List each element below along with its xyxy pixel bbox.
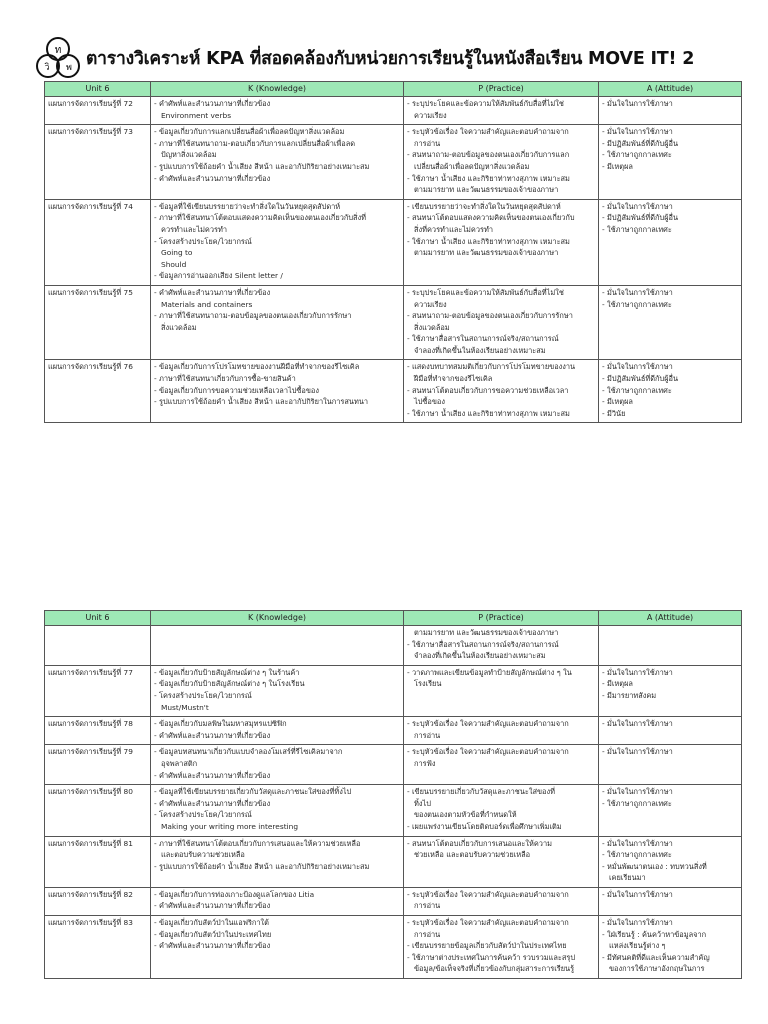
kpa-table-2 (44, 610, 742, 979)
attitude-cell (599, 125, 742, 200)
knowledge-cell (151, 125, 404, 200)
cell-line: - ใช้ภาษา น้ำเสียง และกิริยาท่าทางสุภาพ เหมาะสม (407, 408, 570, 418)
knowledge-cell (151, 626, 404, 666)
cell-line: - ภาษาที่ใช้สนทนาโต้ตอบแสดงความคิดเห็นของตนเองเกี่ยวกับสิ่งที่ (154, 213, 367, 223)
practice-cell (404, 836, 599, 887)
cell-line: การอ่าน (414, 138, 441, 148)
cell-line: Materials and containers (161, 299, 253, 309)
cell-line: - ใช้ภาษา น้ำเสียง และกิริยาท่าทางสุภาพ เหมาะสม (407, 236, 570, 246)
cell-line: - สนทนาโต้ตอบแสดงความคิดเห็นของตนเองเกี่ยวกับ (407, 213, 575, 223)
cell-line: - ข้อมูลเกี่ยวกับสัตว์ป่าในประเทศไทย (154, 929, 272, 939)
cell-line: - รูปแบบการใช้ถ้อยคำ น้ำเสียง สีหน้า และอากัปกิริยาในการสนทนา (154, 397, 369, 407)
cell-line: - ใฝ่เรียนรู้ : ค้นคว้าหาข้อมูลจาก (602, 929, 707, 939)
cell-line: - ใช้ภาษาถูกกาลเทศะ (602, 798, 672, 808)
practice-cell (404, 665, 599, 716)
cell-line: ปัญหาสิ่งแวดล้อม (161, 150, 217, 160)
cell-line: - แสดงบทบาทสมมติเกี่ยวกับการโปรโมทขายของงาน (407, 362, 576, 372)
cell-line: - ระบุหัวข้อเรื่อง ใจความสำคัญและตอบคำถามจาก (407, 918, 569, 928)
cell-line: - ระบุหัวข้อเรื่อง ใจความสำคัญและตอบคำถามจาก (407, 127, 569, 137)
cell-line: - ภาษาที่ใช้สนทนาถาม-ตอบเกี่ยวกับการแลกเปลี่ยนสื่อผ้าเพื่อลด (154, 138, 356, 148)
cell-line: โรงเรียน (414, 679, 442, 689)
cell-line: - มั่นใจในการใช้ภาษา (602, 719, 673, 729)
cell-line: - มีปฏิสัมพันธ์ที่ดีกับผู้อื่น (602, 138, 679, 148)
cell-line: - วาดภาพและเขียนข้อมูลทำป้ายสัญลักษณ์ต่าง ๆ ใน (407, 667, 572, 677)
table-row (45, 285, 742, 360)
cell-line: - มีเหตุผล (602, 679, 633, 689)
cell-line: - ข้อมูลบทสนทนาเกี่ยวกับแบบจำลองโมเสร์ที่รีไซเคิลมาจาก (154, 747, 343, 757)
attitude-cell (599, 199, 742, 285)
cell-line: - ข้อมูลที่ใช้เขียนบรรยายเกี่ยวกับวัสดุและภาชนะใส่ของที่ทิ้งไป (154, 787, 352, 797)
cell-line: - มั่นใจในการใช้ภาษา (602, 747, 673, 757)
cell-line: - คำศัพท์และสำนวนภาษาที่เกี่ยวข้อง (154, 770, 271, 780)
cell-line: และตอบรับความช่วยเหลือ (161, 850, 245, 860)
cell-line: การฟัง (414, 758, 436, 768)
cell-line: - มั่นใจในการใช้ภาษา (602, 889, 673, 899)
cell-line: - ระบุหัวข้อเรื่อง ใจความสำคัญและตอบคำถามจาก (407, 747, 569, 757)
cell-line: สิ่งแวดล้อม (161, 322, 197, 332)
cell-line: Should (161, 259, 187, 269)
table-row (45, 836, 742, 887)
table-row (45, 887, 742, 915)
attitude-cell (599, 97, 742, 125)
cell-line: - ใช้ภาษาต่างประเทศในการค้นคว้า รวบรวมและสรุป (407, 952, 576, 962)
cell-line: - ระบุประโยคและข้อความให้สัมพันธ์กับสื่อที่ไม่ใช่ (407, 287, 564, 297)
cell-line: - สนทนาถาม-ตอบข้อมูลของตนเองเกี่ยวกับการแลก (407, 150, 570, 160)
cell-line: - มั่นใจในการใช้ภาษา (602, 99, 673, 108)
cell-line: สิ่งแวดล้อม (414, 322, 450, 332)
practice-cell (404, 97, 599, 125)
cell-line: - มีปฏิสัมพันธ์ที่ดีกับผู้อื่น (602, 374, 679, 384)
lesson-plan-cell: แผนการจัดการเรียนรู้ที่ 79 (45, 745, 151, 785)
cell-line: - โครงสร้างประโยค/ไวยากรณ์ (154, 810, 252, 820)
lesson-plan-cell: แผนการจัดการเรียนรู้ที่ 83 (45, 916, 151, 979)
cell-line: - ระบุหัวข้อเรื่อง ใจความสำคัญและตอบคำถามจาก (407, 719, 569, 729)
header-knowledge: K (Knowledge) (151, 82, 404, 97)
attitude-cell (599, 717, 742, 745)
header-attitude: A (Attitude) (599, 82, 742, 97)
header-practice: P (Practice) (404, 611, 599, 626)
cell-line: แหล่งเรียนรู้ต่าง ๆ (609, 941, 666, 951)
cell-line: - โครงสร้างประโยค/ไวยากรณ์ (154, 236, 252, 246)
header-practice: P (Practice) (404, 82, 599, 97)
attitude-cell (599, 836, 742, 887)
cell-line: ข้อมูล/ข้อเท็จจริงที่เกี่ยวข้องกับกลุ่มสาระการเรียนรู้ (414, 964, 575, 974)
cell-line: - คำศัพท์และสำนวนภาษาที่เกี่ยวข้อง (154, 798, 271, 808)
cell-line: - ใช้ภาษาถูกกาลเทศะ (602, 224, 672, 234)
attitude-cell (599, 665, 742, 716)
cell-line: - ภาษาที่ใช้สนทนาถาม-ตอบข้อมูลของตนเองเกี่ยวกับการรักษา (154, 311, 352, 321)
lesson-plan-cell: แผนการจัดการเรียนรู้ที่ 73 (45, 125, 151, 200)
cell-line: - หมั่นพัฒนาตนเอง : ทบทวนสิ่งที่ (602, 861, 707, 871)
lesson-plan-cell: แผนการจัดการเรียนรู้ที่ 74 (45, 199, 151, 285)
cell-line: จำลองที่เกิดขึ้นในห้องเรียนอย่างเหมาะสม (414, 345, 546, 355)
svg-text:ท: ท (54, 45, 62, 56)
cell-line: - มีมารยาทสังคม (602, 690, 657, 700)
knowledge-cell (151, 745, 404, 785)
cell-line: - ภาษาที่ใช้สนทนาโต้ตอบเกี่ยวกับการเสนอและให้ความช่วยเหลือ (154, 838, 361, 848)
cell-line: การอ่าน (414, 929, 441, 939)
cell-line: - มั่นใจในการใช้ภาษา (602, 787, 673, 797)
cell-line: Must/Mustn't (161, 702, 209, 712)
cell-line: - ข้อมูลเกี่ยวกับป้ายสัญลักษณ์ต่าง ๆ ในร้านค้า (154, 667, 300, 677)
table-row (45, 665, 742, 716)
practice-cell (404, 125, 599, 200)
cell-line: - รูปแบบการใช้ถ้อยคำ น้ำเสียง สีหน้า และอากัปกิริยาอย่างเหมาะสม (154, 861, 370, 871)
lesson-plan-cell: แผนการจัดการเรียนรู้ที่ 78 (45, 717, 151, 745)
practice-cell (404, 887, 599, 915)
cell-line: - คำศัพท์และสำนวนภาษาที่เกี่ยวข้อง (154, 173, 271, 183)
attitude-cell (599, 360, 742, 423)
cell-line: สิ่งที่ควรทำและไม่ควรทำ (414, 224, 494, 234)
title-row (34, 36, 754, 80)
cell-line: - คำศัพท์และสำนวนภาษาที่เกี่ยวข้อง (154, 941, 271, 951)
cell-line: - มั่นใจในการใช้ภาษา (602, 287, 673, 297)
lesson-plan-cell: แผนการจัดการเรียนรู้ที่ 80 (45, 785, 151, 836)
cell-line: - ระบุประโยคและข้อความให้สัมพันธ์กับสื่อที่ไม่ใช่ (407, 99, 564, 108)
table-row (45, 785, 742, 836)
cell-line: การอ่าน (414, 730, 441, 740)
cell-line: ความเรียง (414, 299, 447, 309)
cell-line: - ใช้ภาษาถูกกาลเทศะ (602, 385, 672, 395)
knowledge-cell (151, 785, 404, 836)
knowledge-cell (151, 360, 404, 423)
cell-line: - เขียนบรรยายว่าจะทำสิ่งใดในวันหยุดสุดสัปดาห์ (407, 201, 561, 211)
lesson-plan-cell (45, 626, 151, 666)
practice-cell (404, 626, 599, 666)
cell-line: Making your writing more interesting (161, 821, 299, 831)
cell-line: - ภาษาที่ใช้สนทนาเกี่ยวกับการซื้อ-ขายสินค้า (154, 374, 296, 384)
cell-line: - ใช้ภาษาถูกกาลเทศะ (602, 850, 672, 860)
cell-line: - ใช้ภาษาสื่อสารในสถานการณ์จริง/สถานการณ์ (407, 639, 559, 649)
knowledge-cell (151, 199, 404, 285)
cell-line: - สนทนาโต้ตอบเกี่ยวกับการเสนอและให้ความ (407, 838, 552, 848)
cell-line: - ใช้ภาษาสื่อสารในสถานการณ์จริง/สถานการณ์ (407, 334, 559, 344)
attitude-cell (599, 887, 742, 915)
lesson-plan-cell: แผนการจัดการเรียนรู้ที่ 81 (45, 836, 151, 887)
table-row (45, 125, 742, 200)
knowledge-cell (151, 717, 404, 745)
cell-line: - เผยแพร่งานเขียนโดยติดบอร์ดเพื่อศึกษาเพิ่มเติม (407, 821, 562, 831)
cell-line: - รูปแบบการใช้ถ้อยคำ น้ำเสียง สีหน้า และอากัปกิริยาอย่างเหมาะสม (154, 161, 370, 171)
cell-line: เปลี่ยนสื่อผ้าเพื่อลดปัญหาสิ่งแวดล้อม (414, 161, 530, 171)
lesson-plan-cell: แผนการจัดการเรียนรู้ที่ 75 (45, 285, 151, 360)
cell-line: ตามมารยาท และวัฒนธรรมของเจ้าของภาษา (414, 628, 559, 637)
cell-line: - มีปฏิสัมพันธ์ที่ดีกับผู้อื่น (602, 213, 679, 223)
svg-text:วิ: วิ (44, 63, 50, 73)
cell-line: - คำศัพท์และสำนวนภาษาที่เกี่ยวข้อง (154, 730, 271, 740)
cell-line: ของตนเองตามหัวข้อที่กำหนดให้ (414, 810, 517, 820)
cell-line: - คำศัพท์และสำนวนภาษาที่เกี่ยวข้อง (154, 901, 271, 911)
attitude-cell (599, 745, 742, 785)
attitude-cell (599, 785, 742, 836)
practice-cell (404, 745, 599, 785)
cell-line: - เขียนบรรยายข้อมูลเกี่ยวกับสัตว์ป่าในประเทศไทย (407, 941, 567, 951)
header-unit: Unit 6 (45, 611, 151, 626)
cell-line: - ข้อมูลการอ่านออกเสียง Silent letter / (154, 271, 283, 281)
cell-line: - สนทนาถาม-ตอบข้อมูลของตนเองเกี่ยวกับการรักษา (407, 311, 573, 321)
cell-line: ไปซื้อของ (414, 397, 445, 407)
table-row (45, 97, 742, 125)
cell-line: จำลองที่เกิดขึ้นในห้องเรียนอย่างเหมาะสม (414, 651, 546, 661)
table-row (45, 626, 742, 666)
practice-cell (404, 199, 599, 285)
knowledge-cell (151, 97, 404, 125)
header-attitude: A (Attitude) (599, 611, 742, 626)
cell-line: - ข้อมูลเกี่ยวกับการโปรโมทขายของงานฝีมือที่ทำจากของรีไซเคิล (154, 362, 360, 372)
page-title: ตารางวิเคราะห์ KPA ที่สอดคล้องกับหน่วยการเรียนรู้ในหนังสือเรียน MOVE IT! 2 (86, 49, 695, 69)
cell-line: - ระบุหัวข้อเรื่อง ใจความสำคัญและตอบคำถามจาก (407, 889, 569, 899)
cell-line: ความเรียง (414, 110, 447, 120)
practice-cell (404, 785, 599, 836)
cell-line: - มั่นใจในการใช้ภาษา (602, 362, 673, 372)
cell-line: - มีทัศนคติที่ดีและเห็นความสำคัญ (602, 952, 710, 962)
knowledge-cell (151, 285, 404, 360)
practice-cell (404, 916, 599, 979)
cell-line: - ใช้ภาษาถูกกาลเทศะ (602, 299, 672, 309)
practice-cell (404, 285, 599, 360)
header-knowledge: K (Knowledge) (151, 611, 404, 626)
cell-line: - สนทนาโต้ตอบเกี่ยวกับการขอความช่วยเหลือเวลา (407, 385, 569, 395)
cell-line: - ข้อมูลเกี่ยวกับการแลกเปลี่ยนสื่อผ้าเพื่อลดปัญหาสิ่งแวดล้อม (154, 127, 345, 137)
knowledge-cell (151, 836, 404, 887)
cell-line: - ข้อมูลเกี่ยวกับป้ายสัญลักษณ์ต่าง ๆ ในโรงเรียน (154, 679, 305, 689)
cell-line: - ข้อมูลที่ใช้เขียนบรรยายว่าจะทำสิ่งใดในวันหยุดสุดสัปดาห์ (154, 201, 341, 211)
cell-line: - ข้อมูลเกี่ยวกับการขอความช่วยเหลือเวลาไปซื้อของ (154, 385, 319, 395)
table-row (45, 360, 742, 423)
cell-line: ช่วยเหลือ และตอบรับความช่วยเหลือ (414, 850, 531, 860)
cell-line: - มั่นใจในการใช้ภาษา (602, 127, 673, 137)
cell-line: - มั่นใจในการใช้ภาษา (602, 838, 673, 848)
cell-line: - ใช้ภาษาถูกกาลเทศะ (602, 150, 672, 160)
table-row (45, 199, 742, 285)
knowledge-cell (151, 887, 404, 915)
cell-line: - ใช้ภาษา น้ำเสียง และกิริยาท่าทางสุภาพ เหมาะสม (407, 173, 570, 183)
svg-text:พ: พ (66, 63, 72, 73)
lesson-plan-cell: แผนการจัดการเรียนรู้ที่ 77 (45, 665, 151, 716)
cell-line: - คำศัพท์และสำนวนภาษาที่เกี่ยวข้อง (154, 287, 271, 297)
cell-line: การอ่าน (414, 901, 441, 911)
knowledge-cell (151, 665, 404, 716)
school-logo-icon (34, 36, 82, 80)
cell-line: - มั่นใจในการใช้ภาษา (602, 201, 673, 211)
attitude-cell (599, 916, 742, 979)
cell-line: - มีเหตุผล (602, 397, 633, 407)
cell-line: - มีเหตุผล (602, 161, 633, 171)
lesson-plan-cell: แผนการจัดการเรียนรู้ที่ 72 (45, 97, 151, 125)
cell-line: ฝีมือที่ทำจากของรีไซเคิล (414, 374, 493, 384)
cell-line: Going to (161, 248, 193, 258)
practice-cell (404, 717, 599, 745)
cell-line: อุจพลาสติก (161, 758, 198, 768)
cell-line: - โครงสร้างประโยค/ไวยากรณ์ (154, 690, 252, 700)
kpa-table-1 (44, 81, 742, 423)
cell-line: - มั่นใจในการใช้ภาษา (602, 918, 673, 928)
attitude-cell (599, 285, 742, 360)
lesson-plan-cell: แผนการจัดการเรียนรู้ที่ 82 (45, 887, 151, 915)
cell-line: - ข้อมูลเกี่ยวกับสัตว์ป่าในแอฟริกาใต้ (154, 918, 269, 928)
cell-line: - ข้อมูลเกี่ยวกับมลพิษในมหาสมุทรแปซิฟิก (154, 719, 287, 729)
knowledge-cell (151, 916, 404, 979)
cell-line: ตามมารยาท และวัฒนธรรมของเจ้าของภาษา (414, 185, 559, 195)
cell-line: ทิ้งไป (414, 798, 431, 808)
header-row (45, 611, 742, 626)
table-row (45, 717, 742, 745)
cell-line: - มีวินัย (602, 408, 626, 418)
cell-line: - คำศัพท์และสำนวนภาษาที่เกี่ยวข้อง (154, 99, 271, 108)
header-row (45, 82, 742, 97)
cell-line: ควรทำและไม่ควรทำ (161, 224, 228, 234)
header-unit: Unit 6 (45, 82, 151, 97)
table-row (45, 916, 742, 979)
cell-line: - เขียนบรรยายเกี่ยวกับวัสดุและภาชนะใส่ของที่ (407, 787, 555, 797)
table-row (45, 745, 742, 785)
cell-line: Environment verbs (161, 110, 232, 120)
cell-line: ตามมารยาท และวัฒนธรรมของเจ้าของภาษา (414, 248, 559, 258)
cell-line: - ข้อมูลเกี่ยวกับการท่องเกาะป้องดูแลโลกของ Litia (154, 889, 315, 899)
cell-line: เคยเรียนมา (609, 873, 646, 883)
cell-line: - มั่นใจในการใช้ภาษา (602, 667, 673, 677)
cell-line: ของการใช้ภาษาอังกฤษในการ (609, 964, 705, 974)
attitude-cell (599, 626, 742, 666)
lesson-plan-cell: แผนการจัดการเรียนรู้ที่ 76 (45, 360, 151, 423)
practice-cell (404, 360, 599, 423)
